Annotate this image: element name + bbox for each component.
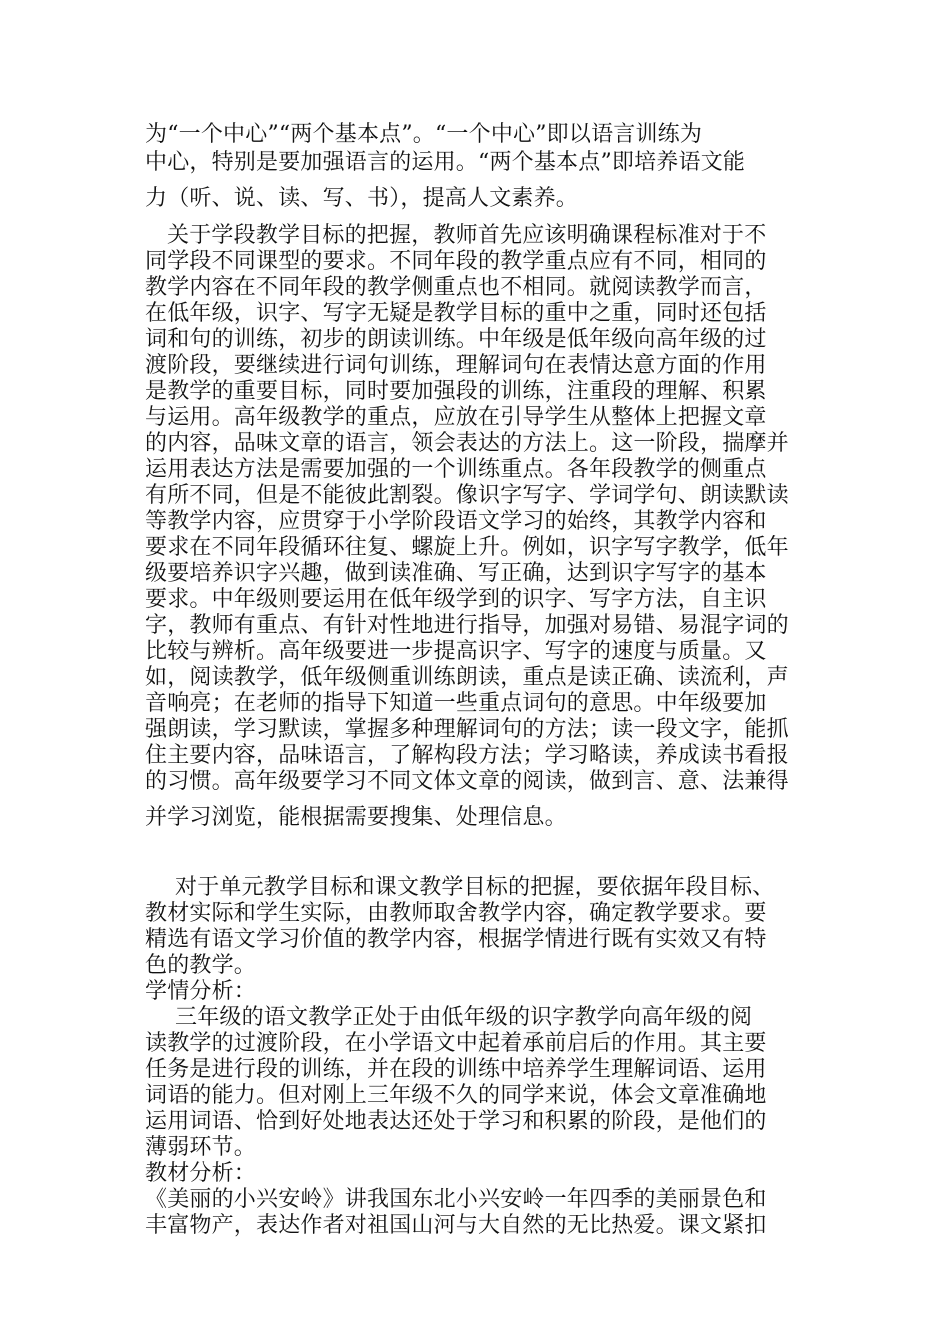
text-line: 要求。中年级则要运用在低年级学到的识字、写字方法，自主识 [145, 587, 767, 612]
text-line: 色的教学。 [145, 953, 257, 978]
text-line: 对于单元教学目标和课文教学目标的把握，要依据年段目标、 [175, 875, 775, 900]
text-line: 教学内容在不同年段的教学侧重点也不相同。就阅读教学而言， [145, 275, 767, 300]
text-line: 并学习浏览，能根据需要搜集、处理信息。 [145, 805, 567, 830]
text-line: 丰富物产，表达作者对祖国山河与大自然的无比热爱。课文紧扣 [145, 1213, 767, 1238]
text-line: 在低年级，识字、写字无疑是教学目标的重中之重，同时还包括 [145, 301, 767, 326]
text-line: 《美丽的小兴安岭》讲我国东北小兴安岭一年四季的美丽景色和 [145, 1187, 767, 1212]
text-line: 要求在不同年段循环往复、螺旋上升。例如，识字写字教学，低年 [145, 535, 789, 560]
text-line: 如，阅读教学，低年级侧重训练朗读，重点是读正确、读流利，声 [145, 665, 789, 690]
text-line: 任务是进行段的训练，并在段的训练中培养学生理解词语、运用 [145, 1057, 767, 1082]
text-line: 音响亮；在老师的指导下知道一些重点词句的意思。中年级要加 [145, 691, 767, 716]
text-line: 的内容，品味文章的语言，领会表达的方法上。这一阶段，揣摩并 [145, 431, 789, 456]
text-line: 有所不同，但是不能彼此割裂。像识字写字、学词学句、朗读默读 [145, 483, 789, 508]
section-heading-student-analysis: 学情分析： [145, 979, 257, 1004]
text-line: 是教学的重要目标，同时要加强段的训练，注重段的理解、积累 [145, 379, 767, 404]
text-line: 为“一个中心”“两个基本点”。“一个中心”即以语言训练为 [145, 122, 703, 147]
text-line: 渡阶段，要继续进行词句训练，理解词句在表情达意方面的作用 [145, 353, 767, 378]
text-line: 强朗读，学习默读，掌握多种理解词句的方法；读一段文字，能抓 [145, 717, 789, 742]
text-line: 字，教师有重点、有针对性地进行指导，加强对易错、易混字词的 [145, 613, 789, 638]
text-line: 词语的能力。但对刚上三年级不久的同学来说，体会文章准确地 [145, 1083, 767, 1108]
text-line: 三年级的语文教学正处于由低年级的识字教学向高年级的阅 [175, 1005, 753, 1030]
text-line: 词和句的训练，初步的朗读训练。中年级是低年级向高年级的过 [145, 327, 767, 352]
text-line: 教材实际和学生实际，由教师取舍教学内容，确定教学要求。要 [145, 901, 767, 926]
text-line: 级要培养识字兴趣，做到读准确、写正确，达到识字写字的基本 [145, 561, 767, 586]
text-line: 运用表达方法是需要加强的一个训练重点。各年段教学的侧重点 [145, 457, 767, 482]
text-line: 与运用。高年级教学的重点，应放在引导学生从整体上把握文章 [145, 405, 767, 430]
text-line: 力（听、说、读、写、书），提高人文素养。 [145, 186, 579, 211]
text-line: 比较与辨析。高年级要进一步提高识字、写字的速度与质量。又 [145, 639, 767, 664]
text-line: 同学段不同课型的要求。不同年段的教学重点应有不同，相同的 [145, 249, 767, 274]
text-line: 等教学内容，应贯穿于小学阶段语文学习的始终，其教学内容和 [145, 509, 767, 534]
text-line: 关于学段教学目标的把握，教师首先应该明确课程标准对于不 [167, 223, 767, 248]
text-line: 住主要内容，品味语言，了解构段方法；学习略读，养成读书看报 [145, 743, 789, 768]
text-line: 薄弱环节。 [145, 1135, 257, 1160]
text-line: 中心，特别是要加强语言的运用。“两个基本点”即培养语文能 [145, 150, 746, 175]
text-line: 运用词语、恰到好处地表达还处于学习和积累的阶段，是他们的 [145, 1109, 767, 1134]
text-line: 精选有语文学习价值的教学内容，根据学情进行既有实效又有特 [145, 927, 767, 952]
text-line: 的习惯。高年级要学习不同文体文章的阅读，做到言、意、法兼得 [145, 769, 789, 794]
section-heading-textbook-analysis: 教材分析： [145, 1161, 257, 1186]
text-line: 读教学的过渡阶段，在小学语文中起着承前启后的作用。其主要 [145, 1031, 767, 1056]
